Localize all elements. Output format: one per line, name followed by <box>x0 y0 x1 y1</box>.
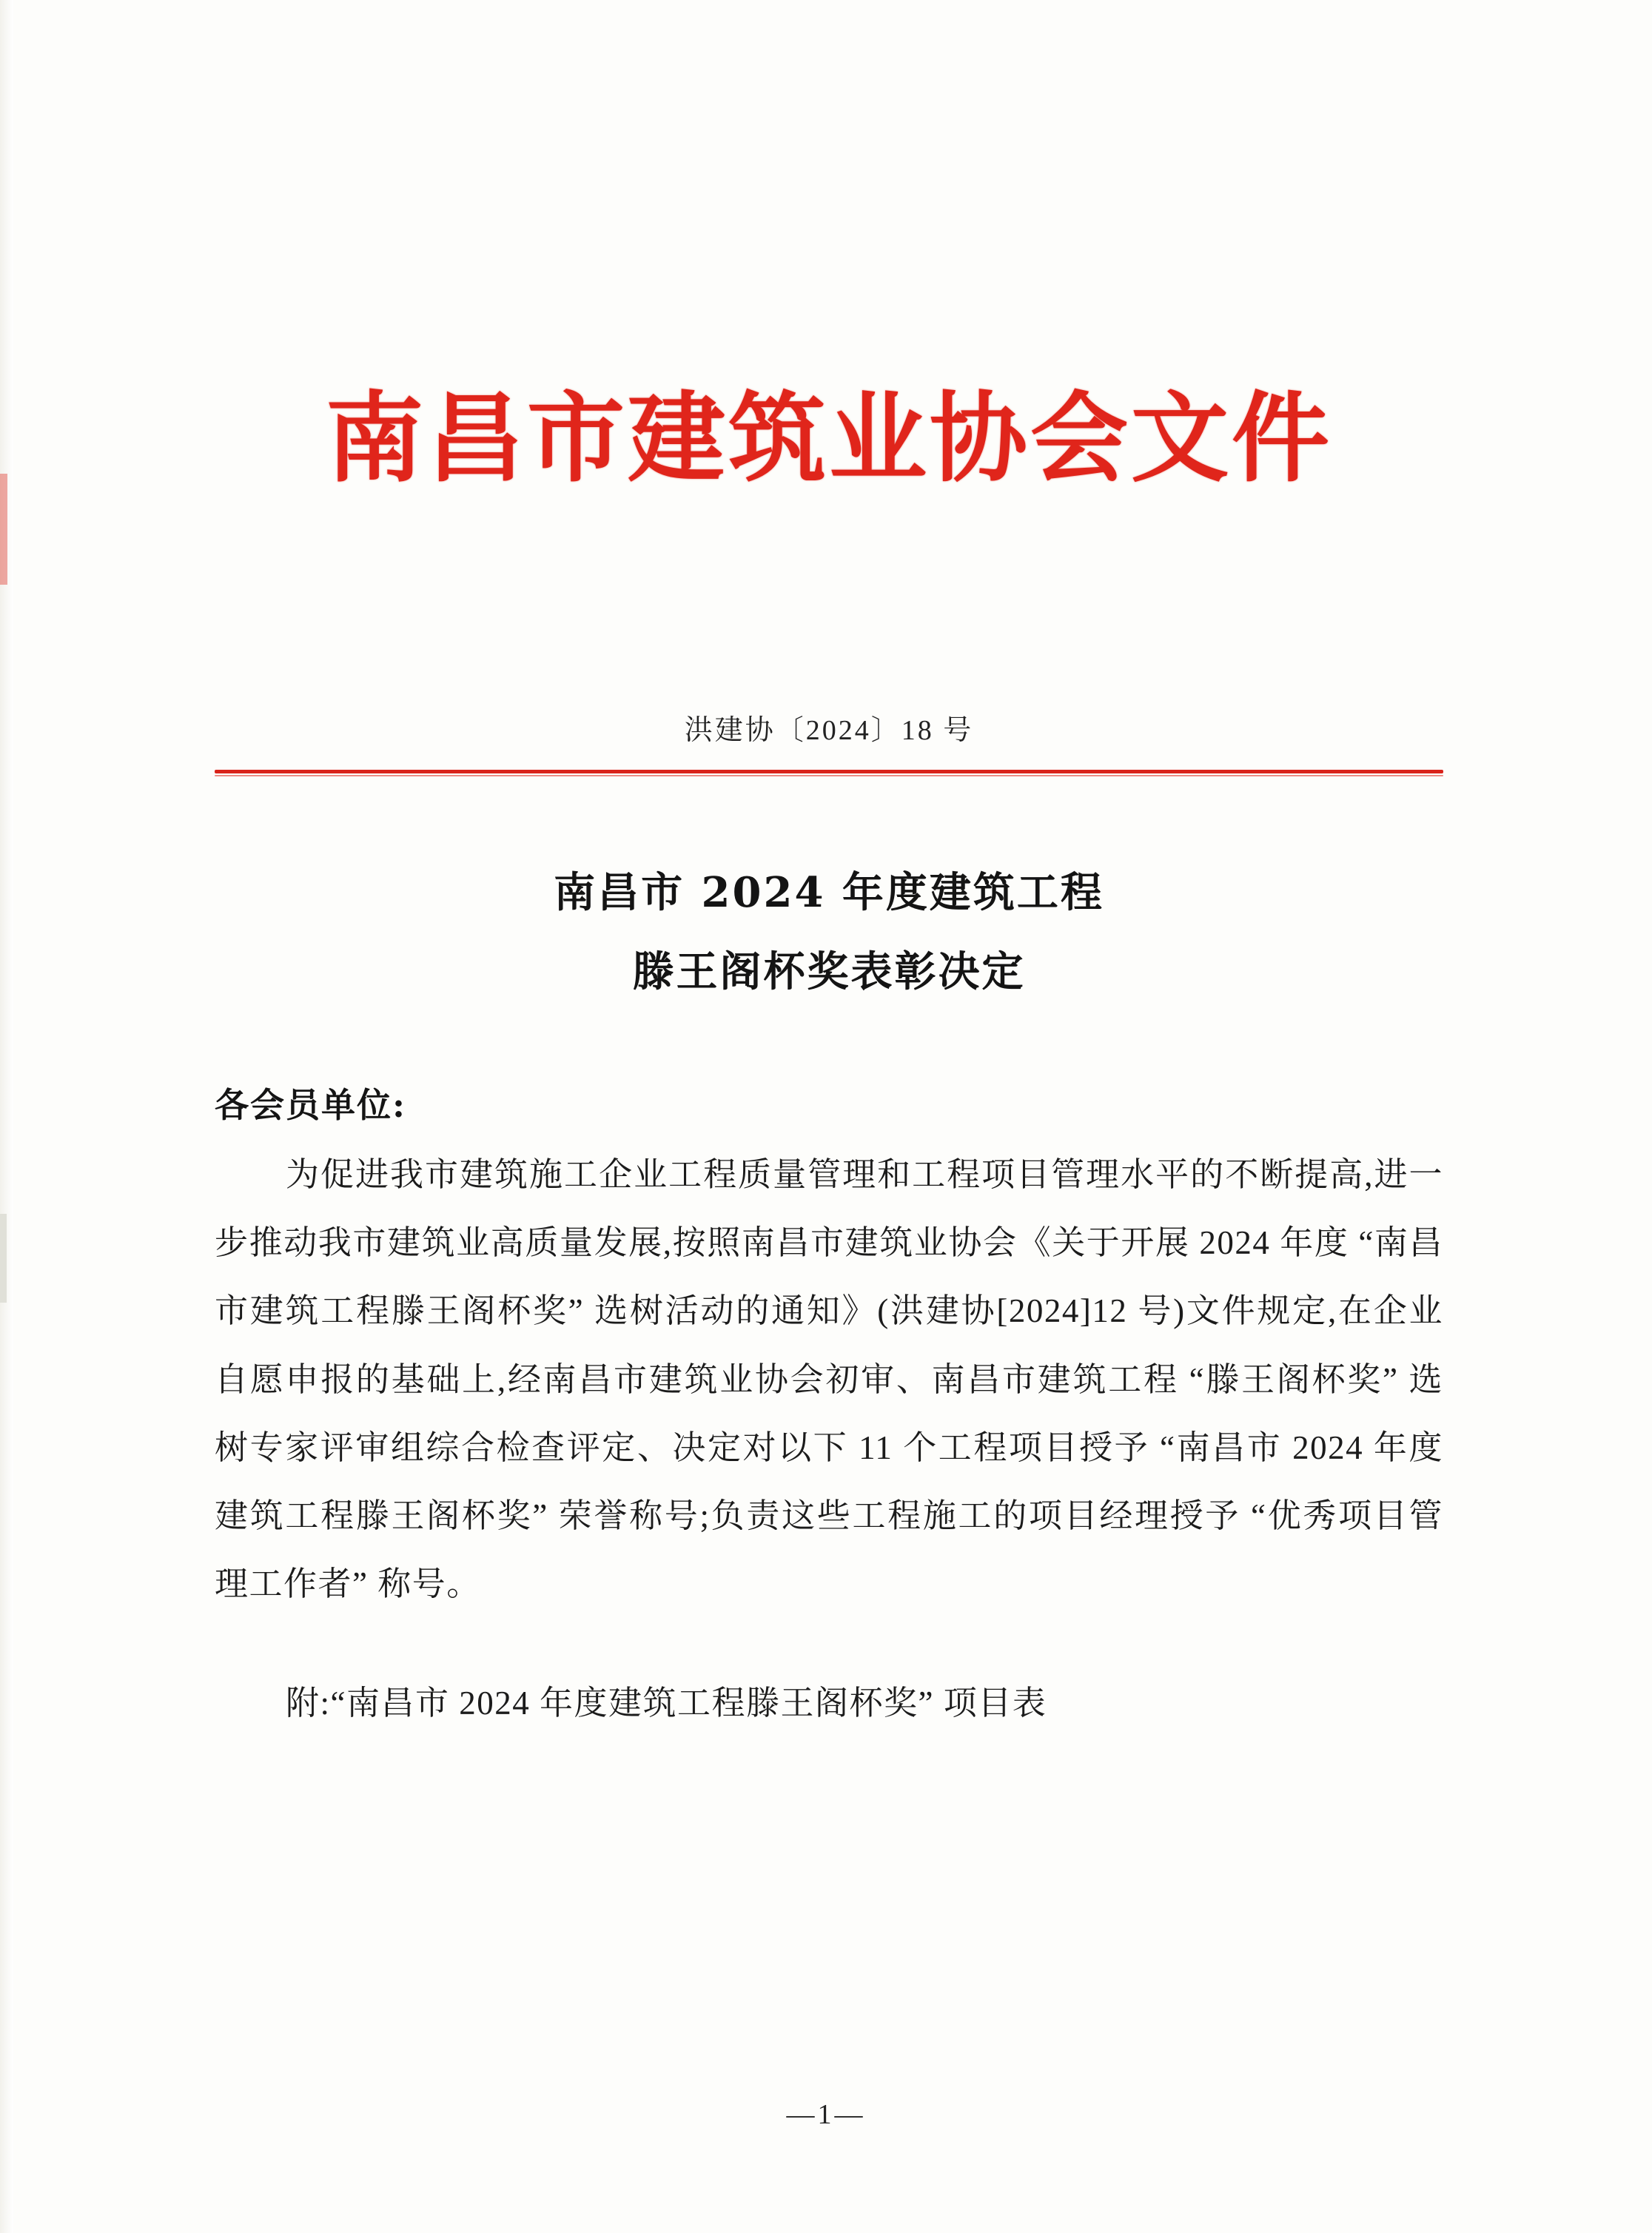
subject-line-2: 滕王阁杯奖表彰决定 <box>632 947 1026 996</box>
red-divider-rule <box>215 765 1443 777</box>
document-header-title: 南昌市建筑业协会文件 <box>326 381 1332 496</box>
red-rule-thin <box>215 775 1443 776</box>
attachment-note: 附:“南昌市 2024 年度建筑工程滕王阁杯奖” 项目表 <box>286 1684 1047 1722</box>
page-number: —1— <box>786 2099 866 2130</box>
document-number: 洪建协〔2024〕18 号 <box>684 715 974 747</box>
body-paragraph: 为促进我市建筑施工企业工程质量管理和工程项目管理水平的不断提高,进一步推动我市建筑业高质量发展,按照南昌市建筑业协会《关于开展 2024 年度 “南昌市建筑工程滕王阁杯奖” 选树活动的通知》(洪建协[2024]12 号)文件规定,在企业自愿申报的基础上,经南昌市建筑业协会初审、南昌市建筑工程 “滕王阁杯奖” 选树专家评审组综合检查评定、决定对以下 11 个工程项目授予 “南昌市 2024 年度建筑工程滕王阁杯奖” 荣誉称号;负责这些工程施工的项目经理授予 “优秀项目管理工作者” 称号。 <box>215 1155 1443 1603</box>
red-rule-thick <box>215 770 1443 773</box>
document-content <box>215 0 1443 1735</box>
scan-edge-artifact <box>0 0 13 2233</box>
subject-line-1: 南昌市 2024 年度建筑工程 <box>554 868 1104 918</box>
document-subject-title <box>215 859 1443 1006</box>
scan-margin-mark-red <box>0 474 7 585</box>
scan-margin-mark-gray <box>0 1214 7 1303</box>
salutation: 各会员单位: <box>215 1084 406 1125</box>
